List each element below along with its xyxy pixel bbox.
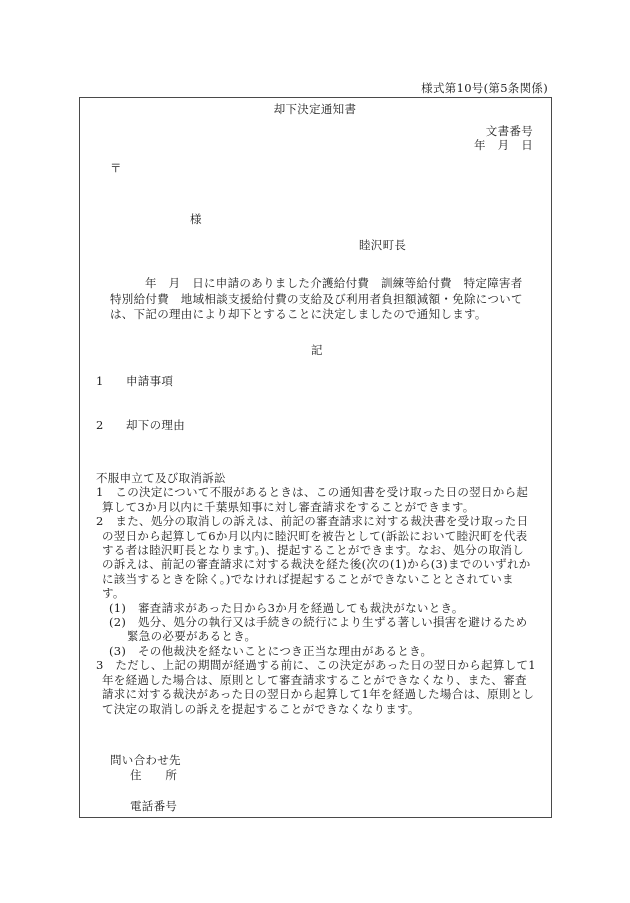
intro-paragraph	[110, 276, 540, 323]
appeal-line: 2 また、処分の取消しの訴えは、前記の審査請求に対する裁決書を受け取った日	[96, 514, 529, 529]
appeal-line: す。	[102, 586, 125, 601]
appeal-line: 年を経過した場合は、原則として審査請求することができなくなり、また、審査	[102, 672, 527, 687]
appeal-subitem: 緊急の必要があるとき。	[127, 629, 257, 644]
document-title: 却下決定通知書	[273, 102, 357, 116]
date-label: 年 月 日	[474, 138, 533, 152]
item-label-application: 申請事項	[126, 374, 174, 388]
item-number: 2	[96, 418, 104, 432]
addressee-suffix: 様	[190, 212, 202, 226]
form-number: 様式第10号(第5条関係)	[421, 81, 548, 95]
appeal-line: する者は睦沢町長となります。)、提起することができます。なお、処分の取消し	[102, 543, 524, 558]
appeal-line: て決定の取消しの訴えを提起することができなくなります。	[102, 701, 420, 716]
postal-mark: 〒	[110, 161, 122, 175]
item-number: 1	[96, 374, 104, 388]
appeal-line: 算して3か月以内に千葉県知事に対し審査請求をすることができます。	[102, 499, 475, 514]
contact-phone-label: 電話番号	[130, 799, 178, 813]
intro-line: 年 月 日に申請のありました介護給付費 訓練等給付費 特定障害者	[145, 276, 523, 290]
contact-address-label: 住 所	[130, 768, 178, 782]
contact-heading: 問い合わせ先	[110, 753, 181, 767]
appeal-subitem: (1) 審査請求があった日から3か月を経過しても裁決がないとき。	[109, 600, 464, 615]
document-number-label: 文書番号	[485, 124, 533, 138]
appeal-line: 1 この決定について不服があるときは、この通知書を受け取った日の翌日から起	[96, 485, 529, 500]
intro-line: 特別給付費 地域相談支援給付費の支給及び利用者負担額減額・免除について	[110, 291, 523, 306]
appeal-line: 請求に対する裁決があった日の翌日から起算して1年を経過した場合は、原則とし	[102, 687, 535, 702]
appeal-line: の翌日から起算して6か月以内に睦沢町を被告として(訴訟において睦沢町を代表	[102, 528, 528, 543]
appeal-line: 3 ただし、上記の期間が経過する前に、この決定があった日の翌日から起算して1	[96, 658, 536, 673]
appeal-heading: 不服申立て及び取消訴訟	[96, 471, 226, 485]
ki-heading: 記	[311, 343, 323, 357]
appeal-subitem: (2) 処分、処分の執行又は手続きの続行により生ずる著しい損害を避けるため	[109, 615, 528, 630]
intro-line: は、下記の理由により却下とすることに決定しましたので通知します。	[110, 307, 487, 321]
appeal-line: に該当するときを除く。)でなければ提起することができないこととされていま	[102, 571, 514, 586]
issuer-name: 睦沢町長	[359, 238, 407, 252]
appeal-subitem: (3) その他裁決を経ないことにつき正当な理由があるとき。	[109, 643, 433, 658]
appeal-line: の訴えは、前記の審査請求に対する裁決を経た後(次の(1)から(3)までのいずれか	[102, 557, 531, 572]
item-label-reason: 却下の理由	[126, 418, 185, 432]
appeal-section	[96, 471, 546, 716]
